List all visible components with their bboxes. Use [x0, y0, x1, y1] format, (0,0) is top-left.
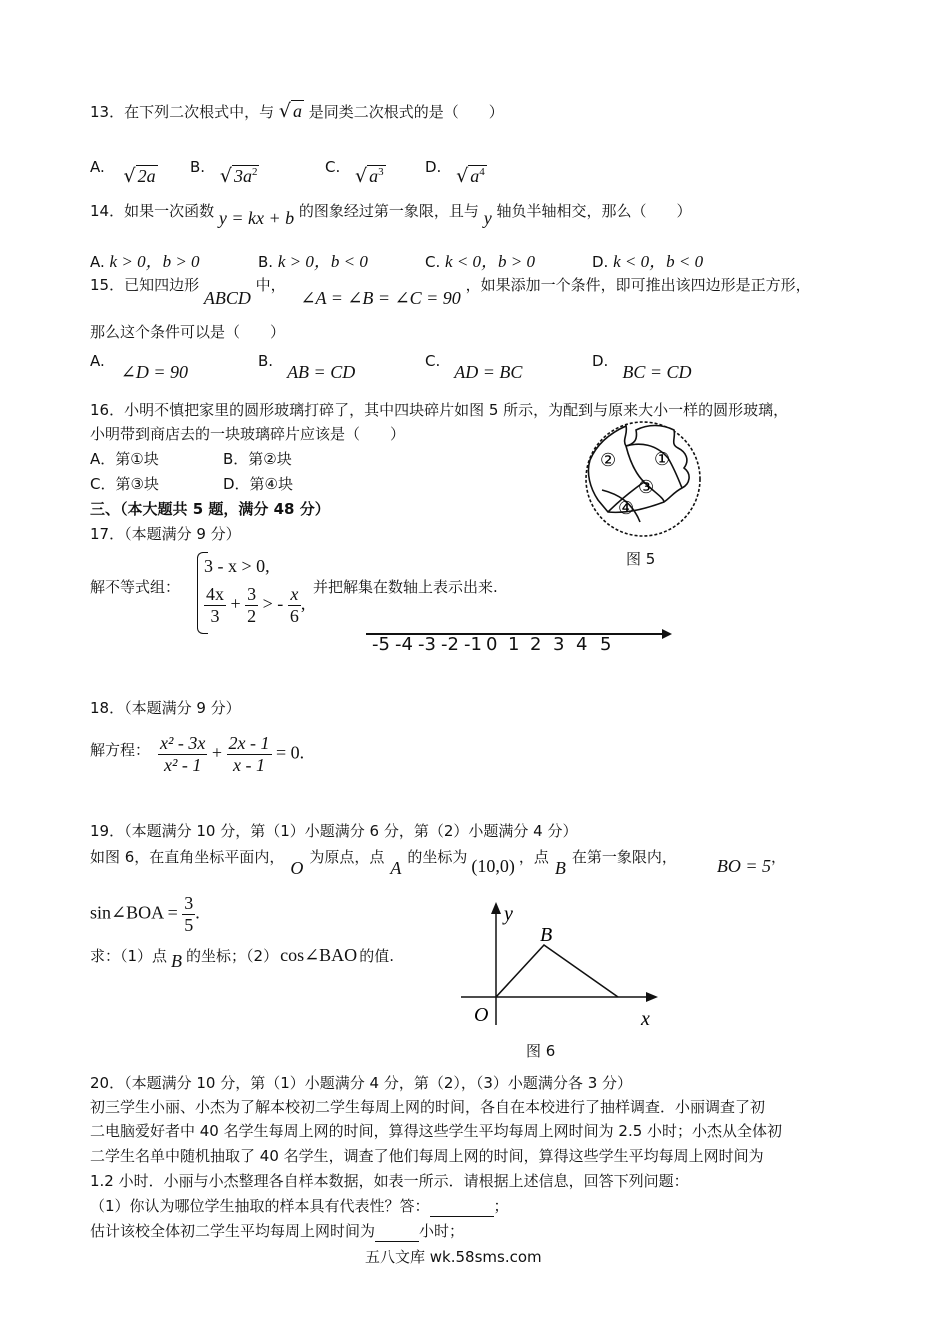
q19-sin-condition: sin∠BOA = $\frac{3}{5}$ . — [90, 893, 200, 935]
q20-line-4: 1.2 小时．小丽与小杰整理各自样本数据，如表一所示．请根据上述信息，回答下列问题： — [90, 1172, 689, 1190]
number-line-tick-label: 4 — [576, 634, 588, 655]
number-line-tick-label: 1 — [508, 634, 520, 655]
piece-2-label: ② — [600, 450, 617, 471]
fig6-label-b: B — [540, 924, 553, 946]
q16-option-a[interactable]: A．第①块 — [90, 450, 159, 468]
figure-6-caption: 图 6 — [526, 1042, 556, 1060]
q20-answer-blank-1[interactable] — [430, 1196, 494, 1217]
q13-option-a[interactable]: A. √ 2a — [90, 158, 156, 187]
q15-option-c[interactable]: C.AD = BC — [425, 352, 523, 382]
q13-option-d[interactable]: D. √ $a^4$ — [425, 158, 485, 187]
q19-ask: 求：（1）点 B 的坐标；（2） cos∠BAO 的值. — [90, 945, 394, 971]
footer-watermark: 五八文库 wk.58sms.com — [365, 1248, 542, 1266]
q20-line-2: 二电脑爱好者中 40 名学生每周上网的时间，算得这些学生平均每周上网时间为 2.5 小时；小杰从全体初 — [90, 1122, 783, 1140]
q17-tail: 并把解集在数轴上表示出来. — [313, 578, 498, 596]
q15-stem-2: 那么这个条件可以是（ ） — [90, 323, 286, 341]
q20-line-3: 二学生名单中随机抽取了 40 名学生，调查了他们每周上网的时间，算得这些学生平均每周上网时间为 — [90, 1147, 764, 1165]
piece-4-label: ④ — [618, 498, 635, 519]
number-line-tick-label: 5 — [600, 634, 612, 655]
number-line-tick-label: 3 — [553, 634, 565, 655]
q13-radical: a — [292, 101, 302, 121]
q13-stem: 13．在下列二次根式中，与 √ a 是同类二次根式的是（ ） — [90, 100, 504, 122]
q20-answer-blank-2[interactable] — [375, 1221, 419, 1242]
q18-head: 18．（本题满分 9 分） — [90, 699, 241, 717]
q17-head: 17．（本题满分 9 分） — [90, 525, 241, 543]
number-line-tick-label: 2 — [530, 634, 542, 655]
number-line-tick-label: -3 — [418, 634, 436, 655]
q16-stem-1: 16．小明不慎把家里的圆形玻璃打碎了，其中四块碎片如图 5 所示，为配到与原来大小一样的圆形玻璃， — [90, 401, 789, 419]
figure-6-coordinate-plane — [456, 900, 666, 1030]
q18-lead: 解方程： — [90, 741, 151, 759]
piece-3-label: ③ — [638, 477, 655, 498]
section-3-heading: 三、（本大题共 5 题，满分 48 分） — [90, 500, 330, 518]
number-line-tick-label: -1 — [464, 634, 482, 655]
q19-head: 19．（本题满分 10 分，第（1）小题满分 6 分，第（2）小题满分 4 分） — [90, 822, 578, 840]
q15-stem: 15．已知四边形 ABCD 中， ∠A = ∠B = ∠C = 90 ，如果添加一个条件，即可推出该四边形是正方形， — [90, 276, 811, 308]
q19-stem: 如图 6，在直角坐标平面内，O为原点，点A的坐标为 (10,0) ，点B在第一象限内， BO = 5， — [90, 848, 787, 878]
q14-option-c[interactable]: C. k < 0，b > 0 — [425, 252, 536, 271]
q16-option-c[interactable]: C．第③块 — [90, 475, 159, 493]
q16-stem-2: 小明带到商店去的一块玻璃碎片应该是（ ） — [90, 425, 406, 443]
q20-head: 20．（本题满分 10 分，第（1）小题满分 4 分，第（2），（3）小题满分各 3 分） — [90, 1074, 633, 1092]
q14-option-b[interactable]: B. k > 0，b < 0 — [258, 252, 368, 271]
number-line-tick-label: -5 — [372, 634, 390, 655]
q14-option-a[interactable]: A. k > 0，b > 0 — [90, 252, 200, 271]
piece-1-label: ① — [654, 449, 671, 470]
q16-option-b[interactable]: B．第②块 — [223, 450, 292, 468]
x-axis-arrow — [646, 992, 658, 1002]
q14-stem: 14．如果一次函数 y = kx + b 的图象经过第一象限，且与 y 轴负半轴相交，那么（ ） — [90, 202, 692, 228]
number-line-arrow — [662, 629, 672, 639]
q15-option-a[interactable]: A.∠D = 90 — [90, 352, 188, 382]
q17-ineq-2: $\frac{4x}{3}$ + $\frac{3}{2}$ > - $\frac{x}{6}$ , — [206, 584, 306, 626]
q13-option-c[interactable]: C. √ $a^3$ — [325, 158, 384, 187]
number-line-tick-label: 0 — [486, 634, 498, 655]
triangle-oab — [496, 945, 618, 997]
fig6-label-o: O — [474, 1004, 489, 1026]
q17-lead: 解不等式组： — [90, 578, 181, 596]
q18-equation: $\frac{\text{x² - 3x}}{\text{x² - 1}}$ + $\frac{2x - 1}{x - 1}$ = 0. — [160, 733, 305, 775]
q17-ineq-1: 3 - x > 0, — [204, 556, 270, 576]
q20-sub-2: 估计该校全体初二学生平均每周上网时间为 小时； — [90, 1222, 465, 1240]
number-line-tick-label: -4 — [395, 634, 413, 655]
q20-line-1: 初三学生小丽、小杰为了解本校初二学生每周上网的时间，各自在本校进行了抽样调查．小丽调查了初 — [90, 1098, 766, 1116]
fig6-label-y: y — [504, 903, 513, 925]
q14-option-d[interactable]: D. k < 0，b < 0 — [592, 252, 704, 271]
q13-option-b[interactable]: B. √ $3a^2$ — [190, 158, 258, 187]
q16-option-d[interactable]: D．第④块 — [223, 475, 293, 493]
q15-option-d[interactable]: D.BC = CD — [592, 352, 692, 382]
y-axis-arrow — [491, 902, 501, 914]
q20-sub-1: （1）你认为哪位学生抽取的样本具有代表性？答： ； — [90, 1197, 509, 1215]
number-line-tick-label: -2 — [441, 634, 459, 655]
q15-option-b[interactable]: B.AB = CD — [258, 352, 356, 382]
figure-5-broken-glass — [578, 418, 708, 540]
figure-5-caption: 图 5 — [626, 550, 656, 568]
fig6-label-x: x — [641, 1008, 650, 1030]
